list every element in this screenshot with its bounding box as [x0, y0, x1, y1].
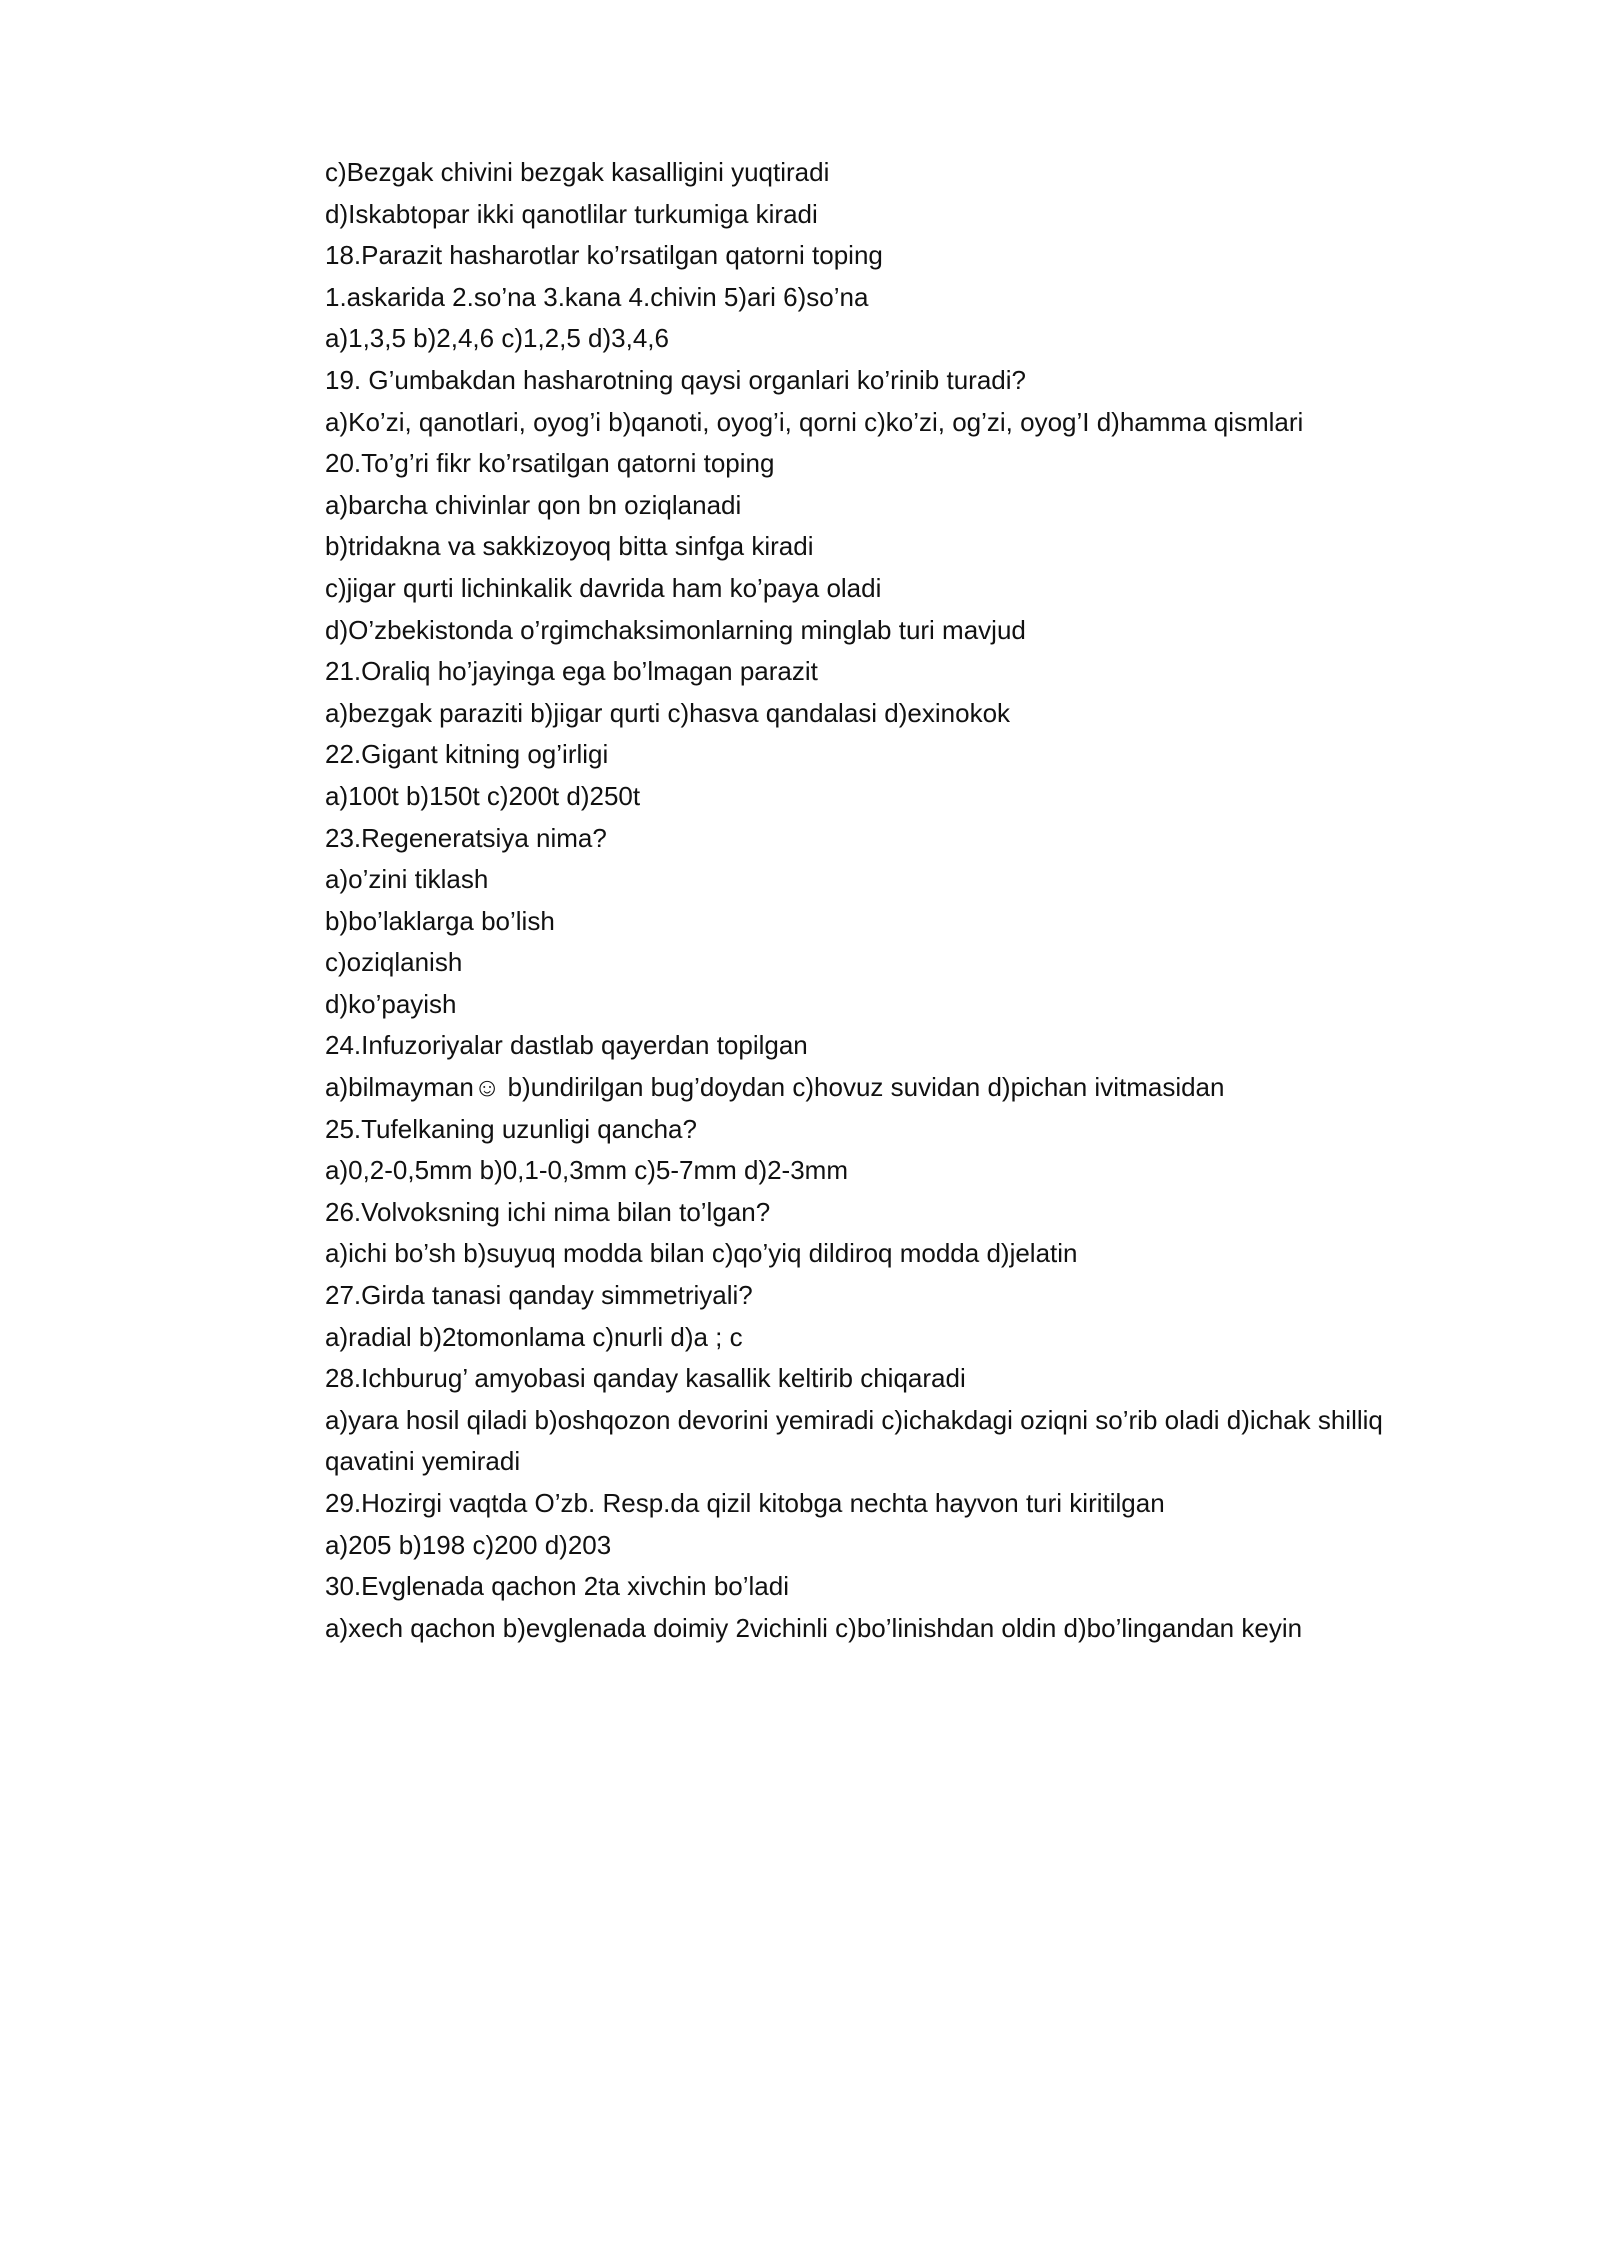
- answer-option-line: c)oziqlanish: [325, 947, 463, 978]
- answer-option-line: d)Iskabtopar ikki qanotlilar turkumiga kiradi: [325, 198, 818, 229]
- answer-options-line: a)100t b)150t c)200t d)250t: [325, 780, 641, 811]
- question-line: 25.Tufelkaning uzunligi qancha?: [325, 1113, 697, 1144]
- question-line: 23.Regeneratsiya nima?: [325, 822, 607, 853]
- answer-options-line: a)xech qachon b)evglenada doimiy 2vichinli c)bo’linishdan oldin d)bo’lingandan keyin: [325, 1612, 1303, 1643]
- answer-option-line: c)Bezgak chivini bezgak kasalligini yuqtiradi: [325, 157, 830, 187]
- answer-options-line: a)radial b)2tomonlama c)nurli d)a ; c: [325, 1321, 743, 1352]
- question-line: 21.Oraliq ho’jayinga ega bo’lmagan parazit: [325, 656, 818, 687]
- answer-options-line: a)bilmayman☺ b)undirilgan bug’doydan c)hovuz suvidan d)pichan ivitmasidan: [325, 1072, 1225, 1103]
- question-line: 19. G’umbakdan hasharotning qaysi organlari ko’rinib turadi?: [325, 364, 1026, 395]
- answer-option-line: a)barcha chivinlar qon bn oziqlanadi: [325, 489, 742, 520]
- answer-option-line: b)tridakna va sakkizoyoq bitta sinfga kiradi: [325, 531, 814, 562]
- answer-option-line: d)ko’payish: [325, 988, 457, 1019]
- answer-option-line: c)jigar qurti lichinkalik davrida ham ko’paya oladi: [325, 572, 882, 603]
- answer-options-line: a)bezgak paraziti b)jigar qurti c)hasva qandalasi d)exinokok: [325, 697, 1011, 728]
- document-body: [325, 152, 1455, 1649]
- answer-options-line: a)0,2-0,5mm b)0,1-0,3mm c)5-7mm d)2-3mm: [325, 1155, 848, 1186]
- answer-option-line: a)o’zini tiklash: [325, 864, 489, 895]
- question-line: 29.Hozirgi vaqtda O’zb. Resp.da qizil kitobga nechta hayvon turi kiritilgan: [325, 1488, 1165, 1518]
- answer-options-line: a)Ko’zi, qanotlari, oyog’i b)qanoti, oyog’i, qorni c)ko’zi, og’zi, oyog’I d)hamma qismlari: [325, 406, 1304, 437]
- answer-options-line: a)ichi bo’sh b)suyuq modda bilan c)qo’yiq dildiroq modda d)jelatin: [325, 1238, 1078, 1269]
- question-line: 24.Infuzoriyalar dastlab qayerdan topilgan: [325, 1030, 808, 1061]
- question-line: 26.Volvoksning ichi nima bilan to’lgan?: [325, 1196, 771, 1227]
- answer-options-line: a)205 b)198 c)200 d)203: [325, 1529, 612, 1560]
- answer-option-line: b)bo’laklarga bo’lish: [325, 905, 555, 936]
- answer-option-line: d)O’zbekistonda o’rgimchaksimonlarning minglab turi mavjud: [325, 614, 1026, 645]
- answer-options-line: a)1,3,5 b)2,4,6 c)1,2,5 d)3,4,6: [325, 323, 669, 354]
- question-line: 20.To’g’ri fikr ko’rsatilgan qatorni toping: [325, 448, 775, 479]
- question-line: 22.Gigant kitning og’irligi: [325, 739, 609, 770]
- question-line: 28.Ichburug’ amyobasi qanday kasallik keltirib chiqaradi: [325, 1363, 966, 1394]
- answer-options-line: a)yara hosil qiladi b)oshqozon devorini yemiradi c)ichakdagi oziqni so’rib oladi d)ichak shilliq qavatini yemiradi: [325, 1404, 1383, 1477]
- question-line: 18.Parazit hasharotlar ko’rsatilgan qatorni toping: [325, 240, 883, 271]
- question-items-line: 1.askarida 2.so’na 3.kana 4.chivin 5)ari 6)so’na: [325, 281, 869, 312]
- question-line: 27.Girda tanasi qanday simmetriyali?: [325, 1280, 753, 1311]
- question-line: 30.Evglenada qachon 2ta xivchin bo’ladi: [325, 1571, 790, 1602]
